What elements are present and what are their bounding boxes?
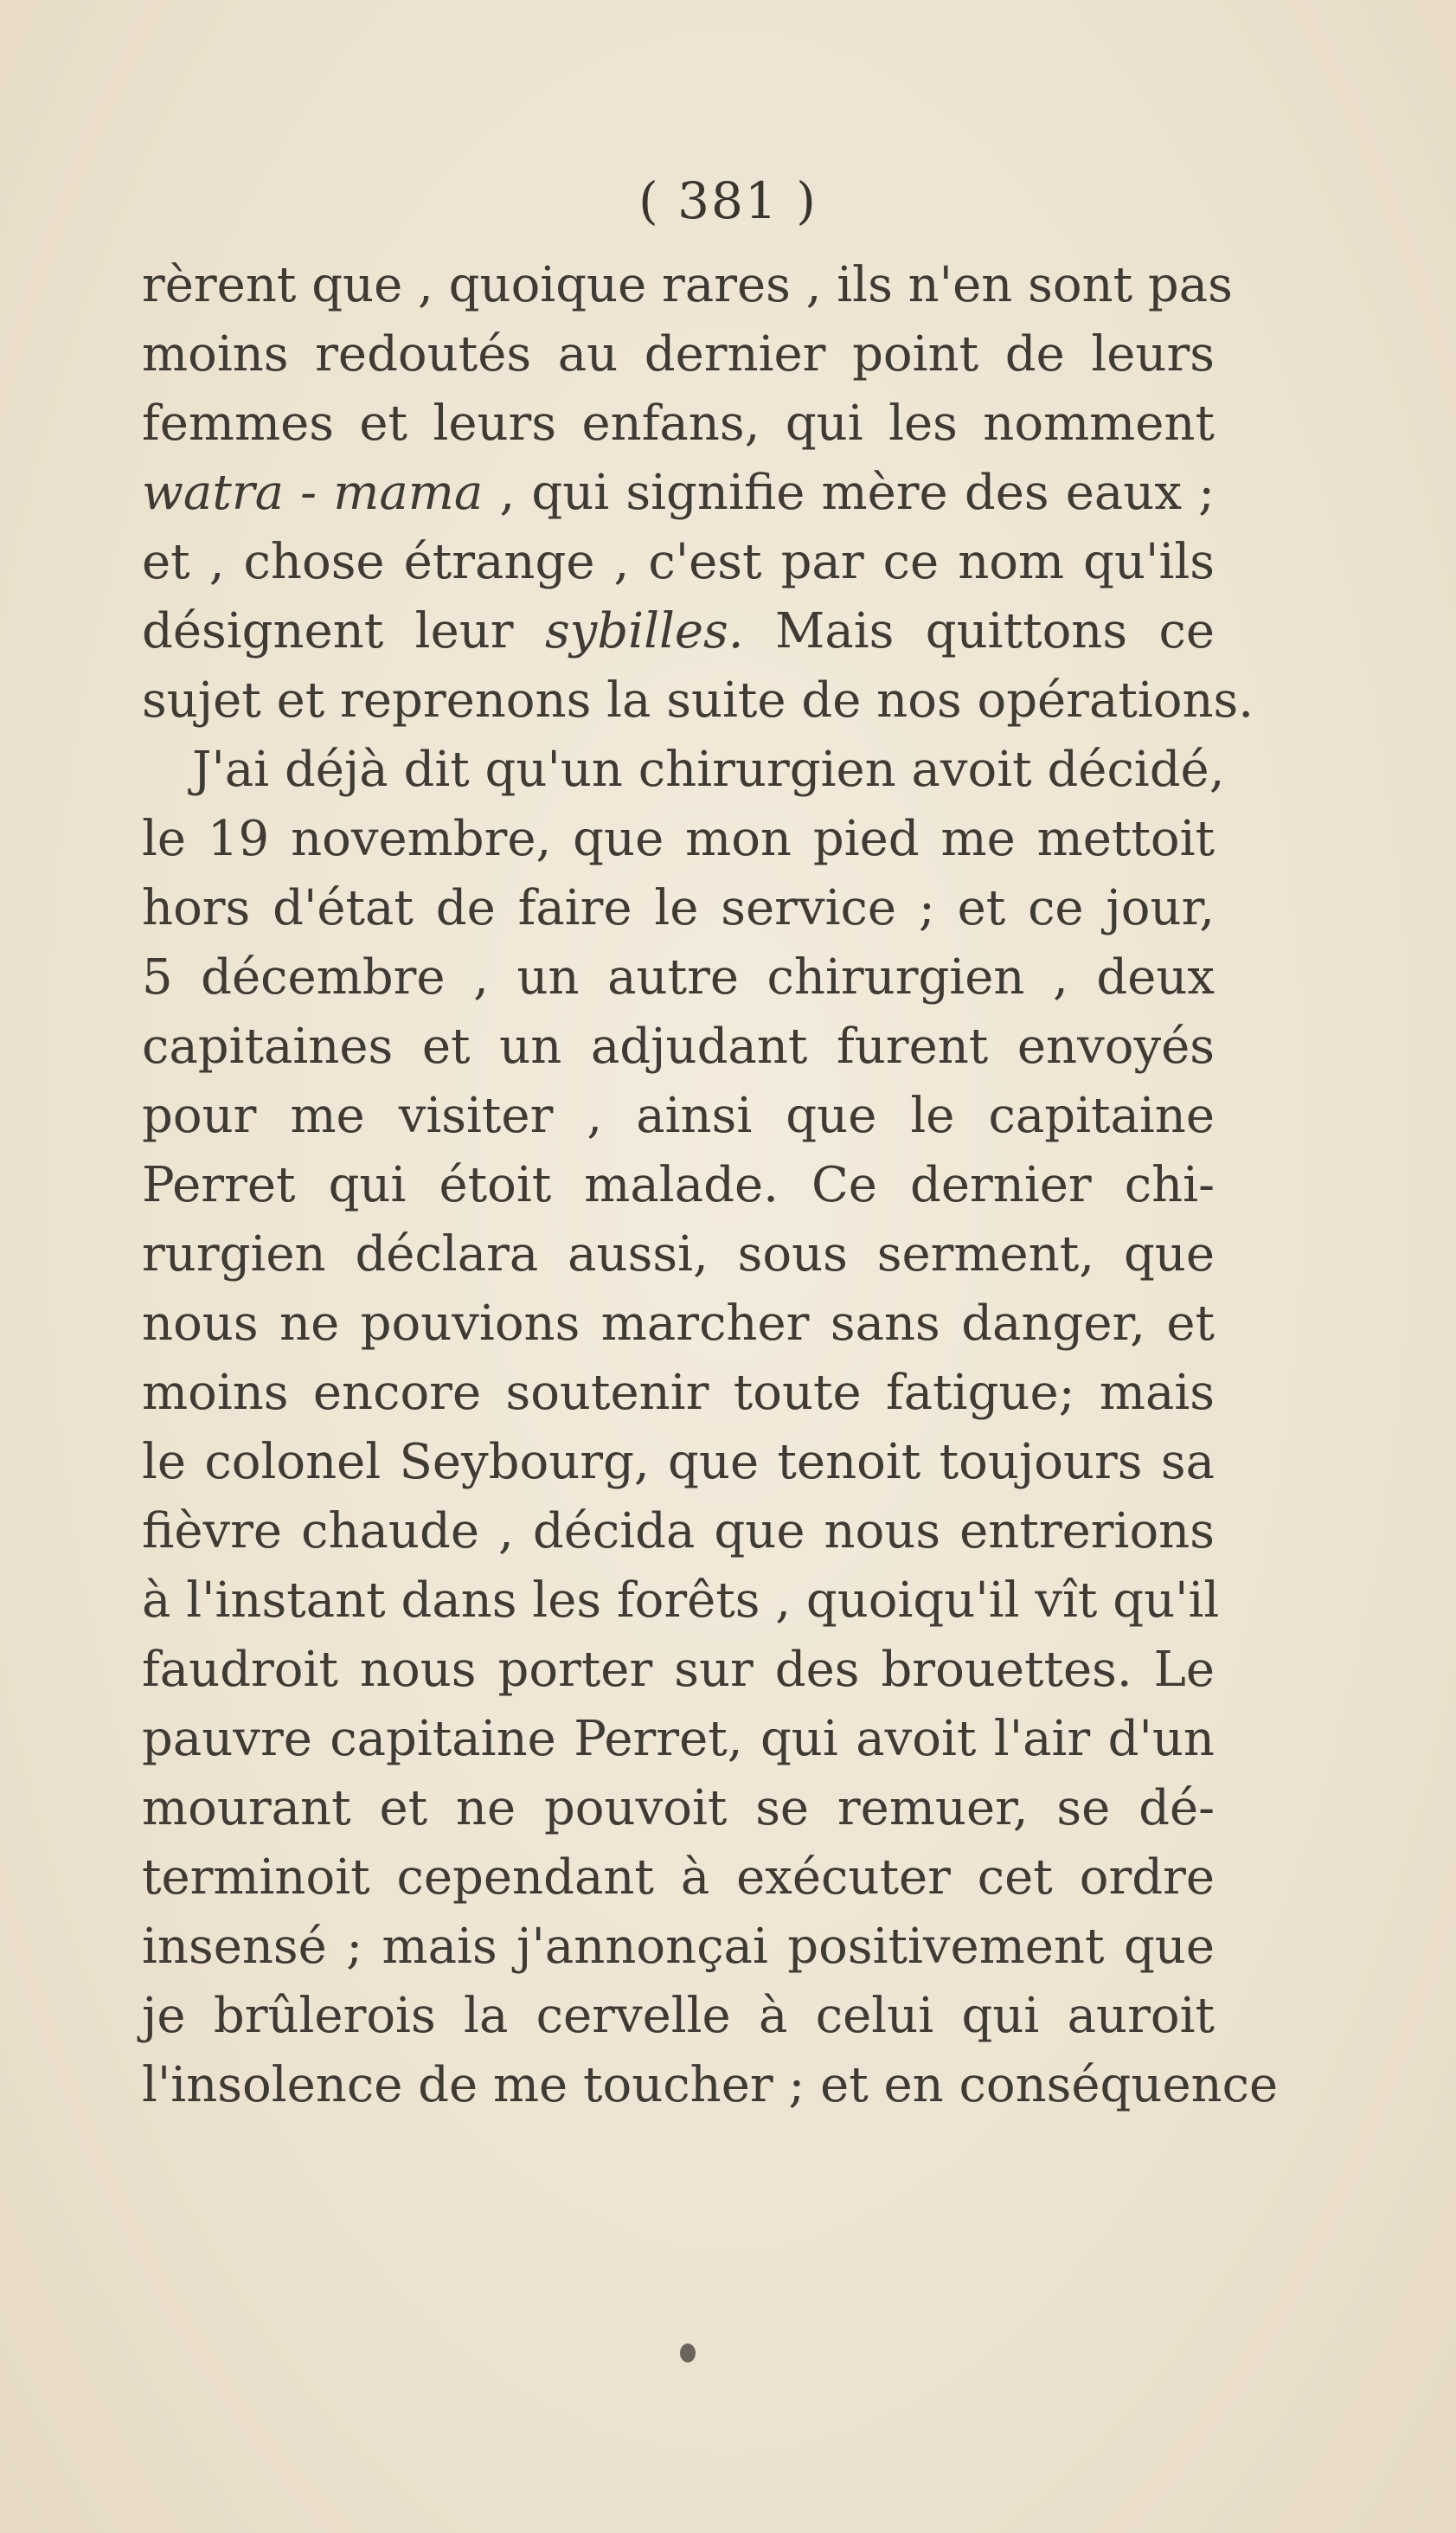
text-line: l'insolence de me toucher ; et en conséquence — [142, 2057, 1279, 2113]
text-line: moins encore soutenir toute fatigue; mais — [142, 1365, 1215, 1421]
text-line: le 19 novembre, que mon pied me mettoit — [142, 811, 1215, 867]
text-line: sujet et reprenons la suite de nos opérations. — [142, 672, 1254, 729]
text-run: , qui signifie mère des eaux ; — [483, 465, 1215, 521]
text-line — [142, 597, 1215, 666]
text-line: pour me visiter , ainsi que le capitaine — [142, 1088, 1215, 1144]
text-line: hors d'état de faire le service ; et ce jour, — [142, 880, 1215, 936]
body-text — [142, 251, 1279, 2120]
text-line: insensé ; mais j'annonçai positivement que — [142, 1919, 1215, 1975]
text-line: rèrent que , quoique rares , ils n'en sont pas — [142, 257, 1233, 313]
text-line: moins redoutés au dernier point de leurs — [142, 326, 1215, 383]
text-line: mourant et ne pouvoit se remuer, se dé- — [142, 1780, 1215, 1836]
italic-term: watra - mama — [142, 465, 484, 521]
text-line: faudroit nous porter sur des brouettes. Le — [142, 1642, 1215, 1698]
ink-dot-ornament — [680, 2343, 696, 2363]
text-line: à l'instant dans les forêts , quoiqu'il vît qu'il — [142, 1572, 1220, 1629]
text-line: je brûlerois la cervelle à celui qui auroit — [142, 1988, 1215, 2044]
text-run: Mais quittons ce — [743, 603, 1215, 659]
italic-term: sybilles. — [544, 603, 744, 659]
text-line: terminoit cependant à exécuter cet ordre — [142, 1849, 1215, 1906]
text-line: pauvre capitaine Perret, qui avoit l'air d'un — [142, 1711, 1215, 1767]
text-line: J'ai déjà dit qu'un chirurgien avoit décidé, — [192, 742, 1225, 798]
text-line: 5 décembre , un autre chirurgien , deux — [142, 949, 1215, 1006]
text-line: le colonel Seybourg, que tenoit toujours sa — [142, 1434, 1215, 1490]
text-line: rurgien déclara aussi, sous serment, que — [142, 1226, 1215, 1283]
text-line: Perret qui étoit malade. Ce dernier chi- — [142, 1157, 1215, 1213]
text-line: capitaines et un adjudant furent envoyés — [142, 1019, 1215, 1075]
page-number: ( 381 ) — [638, 171, 818, 230]
text-run: désignent leur — [142, 603, 545, 659]
text-line: fièvre chaude , décida que nous entrerions — [142, 1503, 1215, 1559]
text-line: et , chose étrange , c'est par ce nom qu'ils — [142, 534, 1215, 590]
text-line: femmes et leurs enfans, qui les nomment — [142, 395, 1215, 452]
text-line: nous ne pouvions marcher sans danger, et — [142, 1295, 1215, 1352]
text-line — [142, 459, 1215, 528]
